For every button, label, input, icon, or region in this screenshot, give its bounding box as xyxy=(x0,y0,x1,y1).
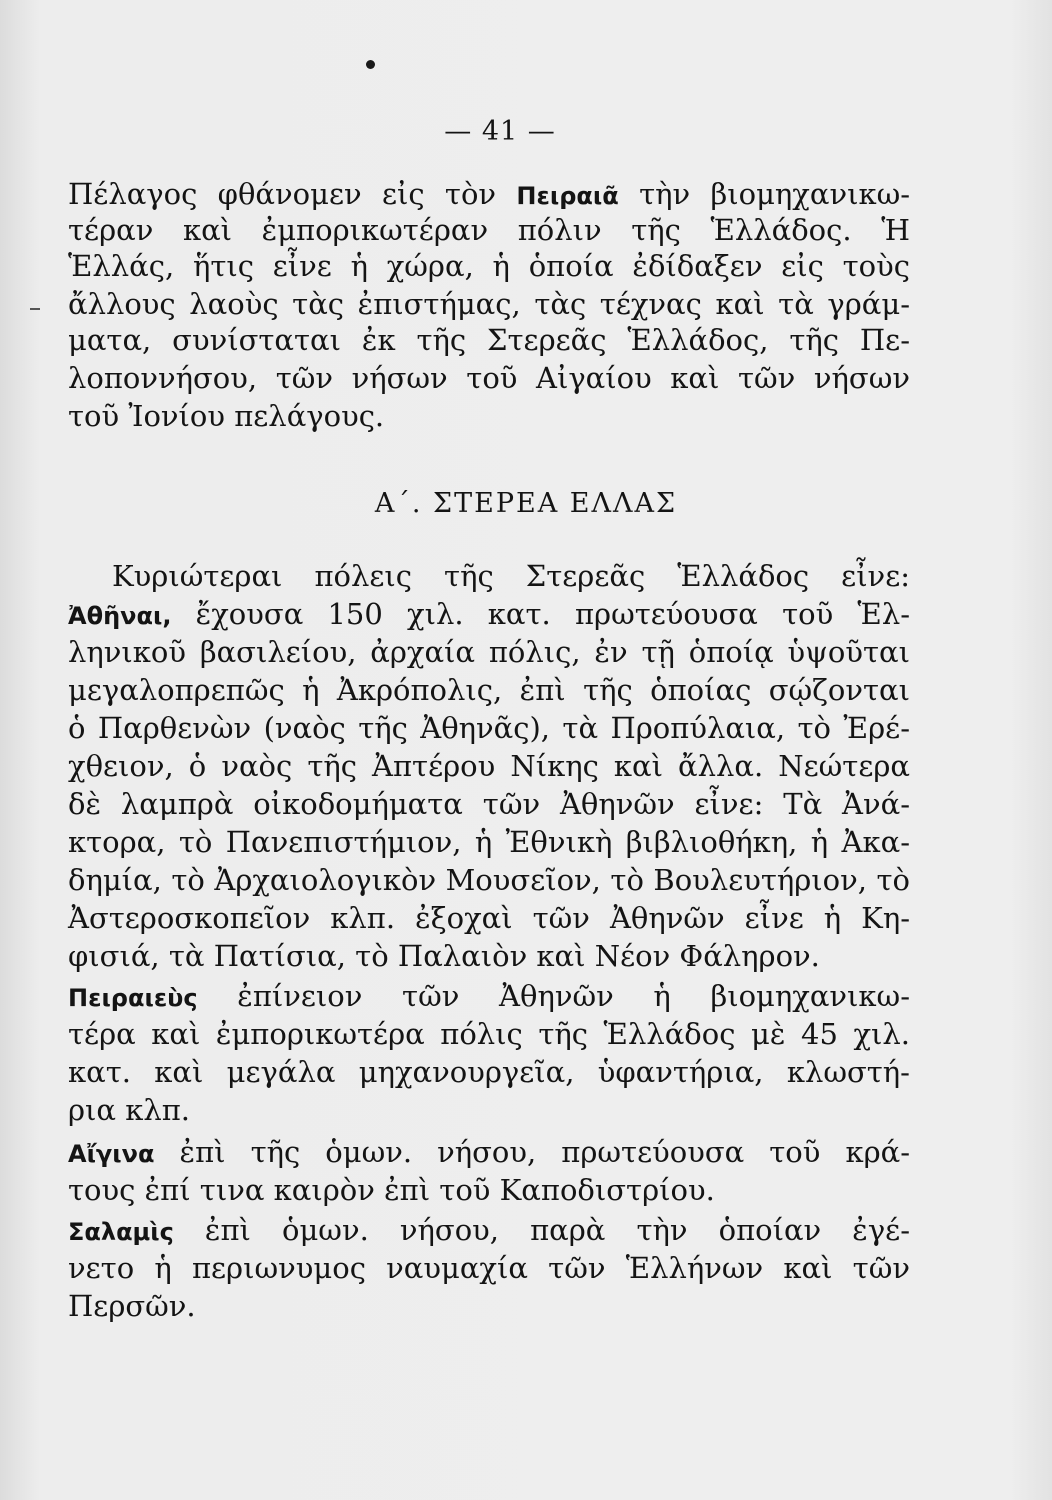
bold-term-peiraia: Πειραιᾶ xyxy=(516,182,619,210)
text-line: ρια κλπ. xyxy=(68,1093,191,1127)
text-line: δημία, τὸ Ἀρχαιολογικὸν Μουσεῖον, τὸ Βουλευτήριον, τὸ xyxy=(68,863,910,897)
text-line: Ἀθῆναι, ἔχουσα 150 χιλ. κατ. πρωτεύουσα τοῦ Ἑλ- xyxy=(68,597,911,631)
margin-mark xyxy=(30,308,40,310)
text-line: Ἀστεροσκοπεῖον κλπ. ἐξοχαὶ τῶν Ἀθηνῶν εἶνε ἡ Κη- xyxy=(68,901,910,935)
page-number: — 41 — xyxy=(444,116,556,147)
text-line: ὁ Παρθενὼν (ναὸς τῆς Ἀθηνᾶς), τὰ Προπύλαια, τὸ Ἐρέ- xyxy=(68,711,910,745)
ink-dot xyxy=(366,60,375,69)
text-line: κατ. καὶ μεγάλα μηχανουργεῖα, ὑφαντήρια, κλωστή- xyxy=(68,1055,910,1089)
text-line: Σαλαμὶς ἐπὶ ὁμων. νήσου, παρὰ τὴν ὁποίαν ἐγέ- xyxy=(68,1213,911,1247)
text-line: ληνικοῦ βασιλείου, ἀρχαία πόλις, ἐν τῇ ὁποίᾳ ὑψοῦται xyxy=(68,635,910,669)
bold-term-athinai: Ἀθῆναι, xyxy=(68,602,172,630)
text-line: Περσῶν. xyxy=(68,1289,196,1323)
text-line: τους ἐπί τινα καιρὸν ἐπὶ τοῦ Καποδιστρίου. xyxy=(68,1173,715,1207)
text-line: ἄλλους λαοὺς τὰς ἐπιστήμας, τὰς τέχνας καὶ τὰ γράμ- xyxy=(68,287,910,321)
text-line: Πειραιεὺς ἐπίνειον τῶν Ἀθηνῶν ἡ βιομηχανικω- xyxy=(68,979,910,1013)
text-line: Αἴγινα ἐπὶ τῆς ὁμων. νήσου, πρωτεύουσα τοῦ κρά- xyxy=(68,1135,911,1169)
text-line: χθειον, ὁ ναὸς τῆς Ἀπτέρου Νίκης καὶ ἄλλα. Νεώτερα xyxy=(68,749,910,783)
bold-term-aigina: Αἴγινα xyxy=(68,1140,155,1168)
text-line: μεγαλοπρεπῶς ἡ Ἀκρόπολις, ἐπὶ τῆς ὁποίας σῴζονται xyxy=(68,673,910,707)
bold-term-peiraieus: Πειραιεὺς xyxy=(68,984,198,1012)
text-line: τοῦ Ἰονίου πελάγους. xyxy=(68,399,385,433)
bold-term-salamis: Σαλαμὶς xyxy=(68,1218,174,1246)
text-line: Ἑλλάς, ἥτις εἶνε ἡ χώρα, ἡ ὁποία ἐδίδαξεν εἰς τοὺς xyxy=(68,249,910,283)
text-line: Πέλαγος φθάνομεν εἰς τὸν Πειραιᾶ τὴν βιομηχανικω- xyxy=(68,177,911,211)
text-line: ματα, συνίσταται ἐκ τῆς Στερεᾶς Ἑλλάδος, τῆς Πε- xyxy=(68,323,910,357)
text-line: Κυριώτεραι πόλεις τῆς Στερεᾶς Ἑλλάδος εἶνε: xyxy=(112,559,910,593)
section-heading: Α΄. ΣΤΕΡΕΑ ΕΛΛΑΣ xyxy=(374,488,678,519)
text-line: φισιά, τὰ Πατίσια, τὸ Παλαιὸν καὶ Νέον Φάληρον. xyxy=(68,939,820,973)
text-line: δὲ λαμπρὰ οἰκοδομήματα τῶν Ἀθηνῶν εἶνε: Τὰ Ἀνά- xyxy=(68,787,910,821)
text-line: νετο ἡ περιωνυμος ναυμαχία τῶν Ἑλλήνων καὶ τῶν xyxy=(68,1251,910,1285)
text-line: λοποννήσου, τῶν νήσων τοῦ Αἰγαίου καὶ τῶν νήσων xyxy=(68,361,910,395)
text-line: τέραν καὶ ἐμπορικωτέραν πόλιν τῆς Ἑλλάδος. Ἡ xyxy=(68,213,910,247)
text-line: κτορα, τὸ Πανεπιστήμιον, ἡ Ἐθνικὴ βιβλιοθήκη, ἡ Ἀκα- xyxy=(68,825,910,859)
text-line: τέρα καὶ ἐμπορικωτέρα πόλις τῆς Ἑλλάδος μὲ 45 χιλ. xyxy=(68,1017,910,1051)
